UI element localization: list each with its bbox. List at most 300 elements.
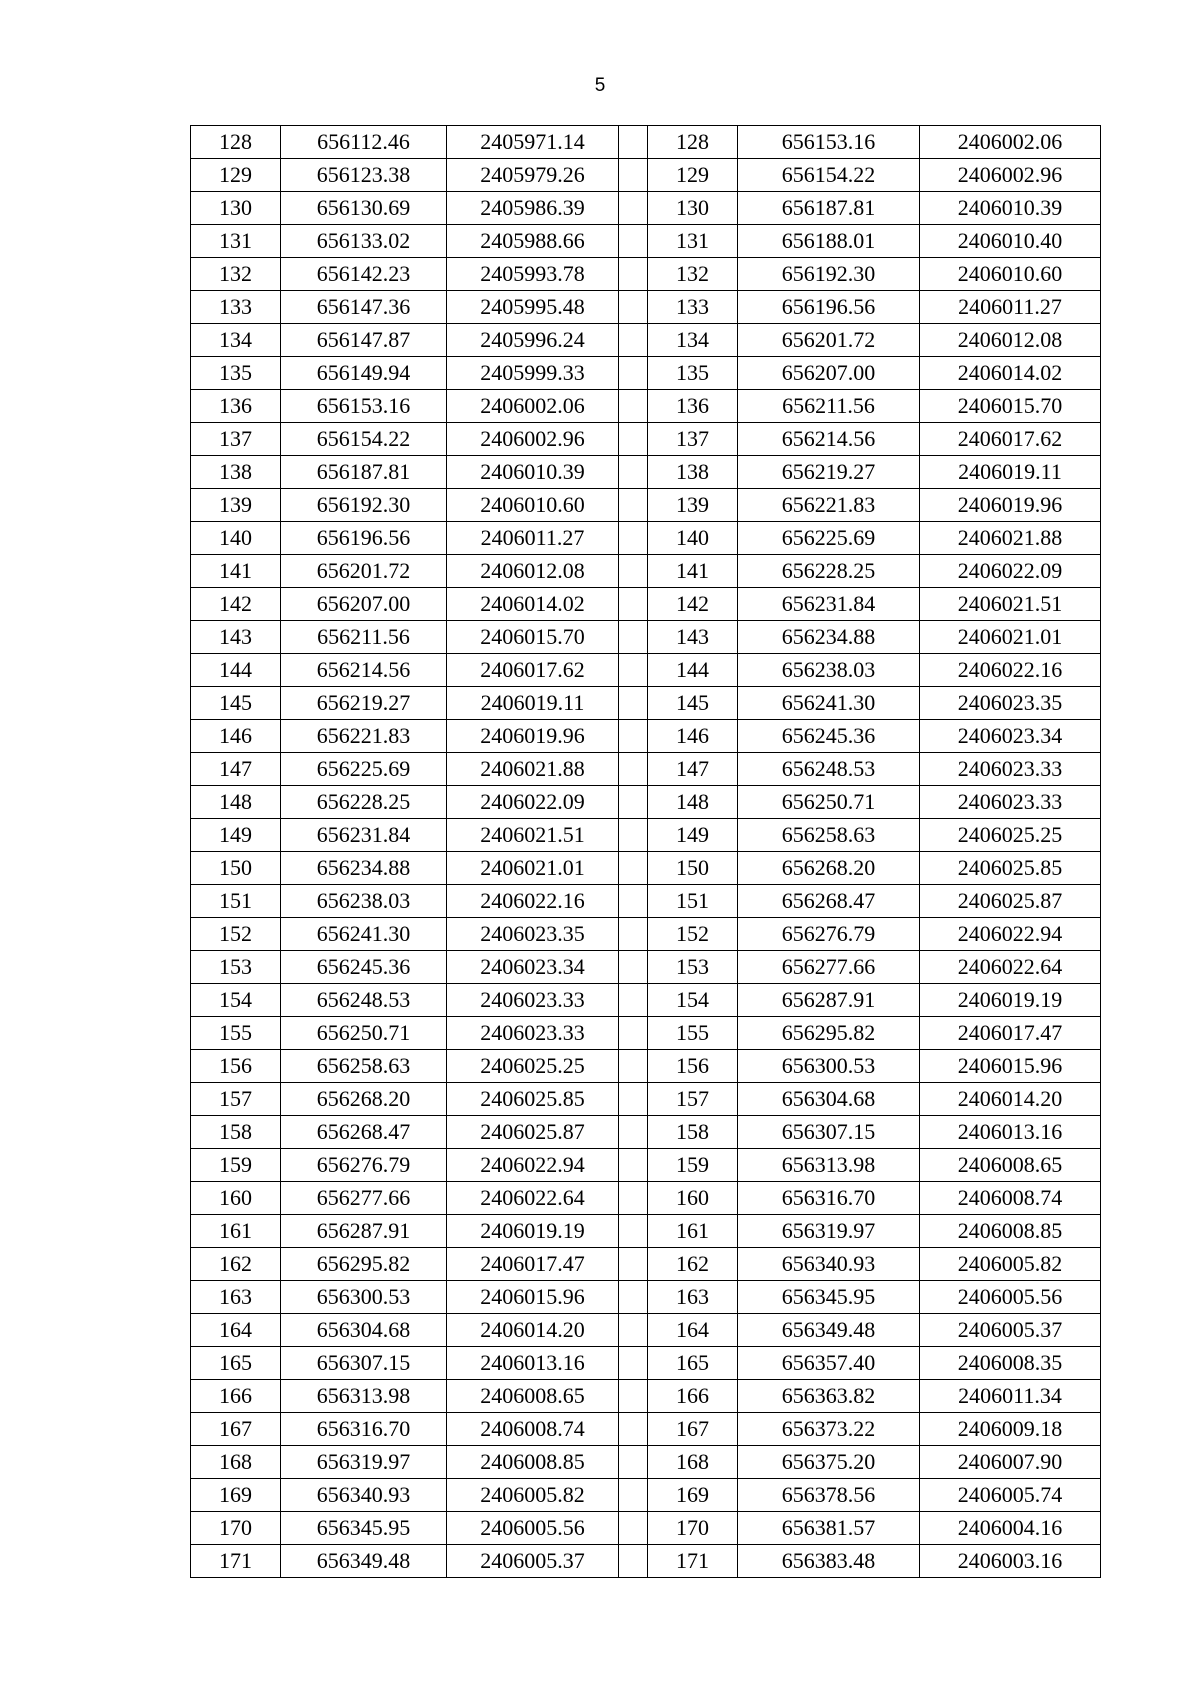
left-x-coordinate-cell: 656153.16: [281, 390, 447, 423]
table-row: [191, 456, 1101, 489]
separator-cell: [619, 885, 648, 918]
right-y-coordinate-cell: 2406025.85: [920, 852, 1101, 885]
left-y-coordinate-cell: 2406014.02: [447, 588, 619, 621]
right-x-coordinate-cell: 656214.56: [738, 423, 920, 456]
right-y-coordinate-cell: 2406017.47: [920, 1017, 1101, 1050]
right-x-coordinate-cell: 656207.00: [738, 357, 920, 390]
right-y-coordinate-cell: 2406025.87: [920, 885, 1101, 918]
right-x-coordinate-cell: 656201.72: [738, 324, 920, 357]
left-point-number-cell: 131: [191, 225, 281, 258]
table-row: [191, 390, 1101, 423]
right-point-number-cell: 142: [648, 588, 738, 621]
left-point-number-cell: 136: [191, 390, 281, 423]
left-x-coordinate-cell: 656258.63: [281, 1050, 447, 1083]
left-x-coordinate-cell: 656228.25: [281, 786, 447, 819]
right-point-number-cell: 136: [648, 390, 738, 423]
left-x-coordinate-cell: 656234.88: [281, 852, 447, 885]
left-x-coordinate-cell: 656130.69: [281, 192, 447, 225]
separator-cell: [619, 1512, 648, 1545]
table-row: [191, 720, 1101, 753]
left-point-number-cell: 162: [191, 1248, 281, 1281]
right-x-coordinate-cell: 656153.16: [738, 126, 920, 159]
right-x-coordinate-cell: 656319.97: [738, 1215, 920, 1248]
separator-cell: [619, 1083, 648, 1116]
table-row: [191, 258, 1101, 291]
left-x-coordinate-cell: 656277.66: [281, 1182, 447, 1215]
left-y-coordinate-cell: 2406023.33: [447, 1017, 619, 1050]
right-point-number-cell: 155: [648, 1017, 738, 1050]
right-y-coordinate-cell: 2406008.65: [920, 1149, 1101, 1182]
left-y-coordinate-cell: 2406019.11: [447, 687, 619, 720]
right-point-number-cell: 138: [648, 456, 738, 489]
right-x-coordinate-cell: 656381.57: [738, 1512, 920, 1545]
left-y-coordinate-cell: 2406022.64: [447, 1182, 619, 1215]
right-y-coordinate-cell: 2406022.64: [920, 951, 1101, 984]
left-point-number-cell: 142: [191, 588, 281, 621]
left-y-coordinate-cell: 2406008.74: [447, 1413, 619, 1446]
separator-cell: [619, 225, 648, 258]
right-y-coordinate-cell: 2406003.16: [920, 1545, 1101, 1578]
table-row: [191, 1479, 1101, 1512]
left-y-coordinate-cell: 2406015.70: [447, 621, 619, 654]
left-y-coordinate-cell: 2405996.24: [447, 324, 619, 357]
separator-cell: [619, 720, 648, 753]
right-y-coordinate-cell: 2406013.16: [920, 1116, 1101, 1149]
separator-cell: [619, 357, 648, 390]
left-point-number-cell: 163: [191, 1281, 281, 1314]
right-y-coordinate-cell: 2406005.82: [920, 1248, 1101, 1281]
right-point-number-cell: 147: [648, 753, 738, 786]
left-y-coordinate-cell: 2406005.56: [447, 1512, 619, 1545]
right-y-coordinate-cell: 2406005.37: [920, 1314, 1101, 1347]
right-x-coordinate-cell: 656154.22: [738, 159, 920, 192]
left-point-number-cell: 150: [191, 852, 281, 885]
separator-cell: [619, 786, 648, 819]
right-y-coordinate-cell: 2406002.96: [920, 159, 1101, 192]
left-y-coordinate-cell: 2406013.16: [447, 1347, 619, 1380]
right-x-coordinate-cell: 656228.25: [738, 555, 920, 588]
left-y-coordinate-cell: 2406022.94: [447, 1149, 619, 1182]
left-y-coordinate-cell: 2406019.96: [447, 720, 619, 753]
right-y-coordinate-cell: 2406023.33: [920, 786, 1101, 819]
separator-cell: [619, 555, 648, 588]
right-x-coordinate-cell: 656295.82: [738, 1017, 920, 1050]
table-row: [191, 1413, 1101, 1446]
left-point-number-cell: 169: [191, 1479, 281, 1512]
left-point-number-cell: 145: [191, 687, 281, 720]
left-point-number-cell: 152: [191, 918, 281, 951]
table-row: [191, 126, 1101, 159]
table-row: [191, 357, 1101, 390]
right-x-coordinate-cell: 656276.79: [738, 918, 920, 951]
right-point-number-cell: 165: [648, 1347, 738, 1380]
separator-cell: [619, 126, 648, 159]
right-point-number-cell: 149: [648, 819, 738, 852]
right-point-number-cell: 168: [648, 1446, 738, 1479]
right-x-coordinate-cell: 656188.01: [738, 225, 920, 258]
right-x-coordinate-cell: 656258.63: [738, 819, 920, 852]
left-y-coordinate-cell: 2406025.87: [447, 1116, 619, 1149]
left-x-coordinate-cell: 656211.56: [281, 621, 447, 654]
left-point-number-cell: 170: [191, 1512, 281, 1545]
separator-cell: [619, 1380, 648, 1413]
left-x-coordinate-cell: 656147.87: [281, 324, 447, 357]
right-point-number-cell: 167: [648, 1413, 738, 1446]
left-point-number-cell: 141: [191, 555, 281, 588]
left-point-number-cell: 147: [191, 753, 281, 786]
left-y-coordinate-cell: 2406008.85: [447, 1446, 619, 1479]
left-point-number-cell: 129: [191, 159, 281, 192]
right-y-coordinate-cell: 2406008.35: [920, 1347, 1101, 1380]
left-x-coordinate-cell: 656225.69: [281, 753, 447, 786]
right-y-coordinate-cell: 2406012.08: [920, 324, 1101, 357]
right-point-number-cell: 148: [648, 786, 738, 819]
left-y-coordinate-cell: 2405979.26: [447, 159, 619, 192]
separator-cell: [619, 423, 648, 456]
left-point-number-cell: 128: [191, 126, 281, 159]
left-x-coordinate-cell: 656207.00: [281, 588, 447, 621]
table-row: [191, 1314, 1101, 1347]
table-row: [191, 753, 1101, 786]
left-y-coordinate-cell: 2406010.60: [447, 489, 619, 522]
right-y-coordinate-cell: 2406025.25: [920, 819, 1101, 852]
left-point-number-cell: 158: [191, 1116, 281, 1149]
left-y-coordinate-cell: 2406012.08: [447, 555, 619, 588]
table-row: [191, 885, 1101, 918]
right-y-coordinate-cell: 2406021.51: [920, 588, 1101, 621]
left-y-coordinate-cell: 2406023.34: [447, 951, 619, 984]
left-x-coordinate-cell: 656154.22: [281, 423, 447, 456]
left-x-coordinate-cell: 656147.36: [281, 291, 447, 324]
right-point-number-cell: 143: [648, 621, 738, 654]
left-x-coordinate-cell: 656219.27: [281, 687, 447, 720]
table-row: [191, 984, 1101, 1017]
left-x-coordinate-cell: 656250.71: [281, 1017, 447, 1050]
table-row: [191, 522, 1101, 555]
left-point-number-cell: 157: [191, 1083, 281, 1116]
left-point-number-cell: 153: [191, 951, 281, 984]
left-point-number-cell: 154: [191, 984, 281, 1017]
left-y-coordinate-cell: 2406008.65: [447, 1380, 619, 1413]
left-x-coordinate-cell: 656196.56: [281, 522, 447, 555]
right-y-coordinate-cell: 2406017.62: [920, 423, 1101, 456]
separator-cell: [619, 1479, 648, 1512]
right-point-number-cell: 160: [648, 1182, 738, 1215]
right-y-coordinate-cell: 2406010.39: [920, 192, 1101, 225]
table-row: [191, 687, 1101, 720]
table-row: [191, 1182, 1101, 1215]
left-point-number-cell: 144: [191, 654, 281, 687]
separator-cell: [619, 192, 648, 225]
left-y-coordinate-cell: 2406021.51: [447, 819, 619, 852]
left-y-coordinate-cell: 2406010.39: [447, 456, 619, 489]
left-x-coordinate-cell: 656268.47: [281, 1116, 447, 1149]
separator-cell: [619, 1116, 648, 1149]
left-y-coordinate-cell: 2406022.16: [447, 885, 619, 918]
right-x-coordinate-cell: 656245.36: [738, 720, 920, 753]
right-x-coordinate-cell: 656268.20: [738, 852, 920, 885]
table-row: [191, 588, 1101, 621]
left-point-number-cell: 160: [191, 1182, 281, 1215]
right-y-coordinate-cell: 2406011.27: [920, 291, 1101, 324]
right-y-coordinate-cell: 2406008.74: [920, 1182, 1101, 1215]
left-x-coordinate-cell: 656345.95: [281, 1512, 447, 1545]
left-point-number-cell: 137: [191, 423, 281, 456]
right-point-number-cell: 133: [648, 291, 738, 324]
left-x-coordinate-cell: 656307.15: [281, 1347, 447, 1380]
right-x-coordinate-cell: 656316.70: [738, 1182, 920, 1215]
right-y-coordinate-cell: 2406014.02: [920, 357, 1101, 390]
right-point-number-cell: 141: [648, 555, 738, 588]
table-row: [191, 423, 1101, 456]
right-x-coordinate-cell: 656248.53: [738, 753, 920, 786]
table-row: [191, 1050, 1101, 1083]
left-x-coordinate-cell: 656123.38: [281, 159, 447, 192]
separator-cell: [619, 456, 648, 489]
right-point-number-cell: 152: [648, 918, 738, 951]
table-row: [191, 1116, 1101, 1149]
separator-cell: [619, 1413, 648, 1446]
left-point-number-cell: 139: [191, 489, 281, 522]
left-x-coordinate-cell: 656149.94: [281, 357, 447, 390]
table-row: [191, 1248, 1101, 1281]
left-point-number-cell: 165: [191, 1347, 281, 1380]
separator-cell: [619, 159, 648, 192]
left-x-coordinate-cell: 656221.83: [281, 720, 447, 753]
left-y-coordinate-cell: 2406017.62: [447, 654, 619, 687]
table-row: [191, 324, 1101, 357]
left-y-coordinate-cell: 2405999.33: [447, 357, 619, 390]
separator-cell: [619, 1248, 648, 1281]
left-y-coordinate-cell: 2406023.35: [447, 918, 619, 951]
right-point-number-cell: 153: [648, 951, 738, 984]
separator-cell: [619, 621, 648, 654]
left-point-number-cell: 161: [191, 1215, 281, 1248]
separator-cell: [619, 291, 648, 324]
right-y-coordinate-cell: 2406022.16: [920, 654, 1101, 687]
left-y-coordinate-cell: 2406021.01: [447, 852, 619, 885]
right-point-number-cell: 135: [648, 357, 738, 390]
left-y-coordinate-cell: 2406005.37: [447, 1545, 619, 1578]
left-point-number-cell: 149: [191, 819, 281, 852]
right-y-coordinate-cell: 2406019.19: [920, 984, 1101, 1017]
separator-cell: [619, 687, 648, 720]
table-row: [191, 555, 1101, 588]
left-y-coordinate-cell: 2406015.96: [447, 1281, 619, 1314]
right-x-coordinate-cell: 656287.91: [738, 984, 920, 1017]
table-row: [191, 918, 1101, 951]
table-row: [191, 1083, 1101, 1116]
table-row: [191, 1149, 1101, 1182]
right-y-coordinate-cell: 2406023.33: [920, 753, 1101, 786]
separator-cell: [619, 1347, 648, 1380]
table-row: [191, 1215, 1101, 1248]
right-y-coordinate-cell: 2406021.88: [920, 522, 1101, 555]
left-point-number-cell: 156: [191, 1050, 281, 1083]
right-y-coordinate-cell: 2406014.20: [920, 1083, 1101, 1116]
table-row: [191, 951, 1101, 984]
left-point-number-cell: 171: [191, 1545, 281, 1578]
right-x-coordinate-cell: 656219.27: [738, 456, 920, 489]
separator-cell: [619, 753, 648, 786]
left-y-coordinate-cell: 2406014.20: [447, 1314, 619, 1347]
right-point-number-cell: 134: [648, 324, 738, 357]
left-x-coordinate-cell: 656214.56: [281, 654, 447, 687]
right-y-coordinate-cell: 2406010.40: [920, 225, 1101, 258]
separator-cell: [619, 258, 648, 291]
left-x-coordinate-cell: 656201.72: [281, 555, 447, 588]
right-y-coordinate-cell: 2406019.96: [920, 489, 1101, 522]
right-x-coordinate-cell: 656250.71: [738, 786, 920, 819]
left-y-coordinate-cell: 2406025.25: [447, 1050, 619, 1083]
table-row: [191, 621, 1101, 654]
right-point-number-cell: 132: [648, 258, 738, 291]
right-point-number-cell: 157: [648, 1083, 738, 1116]
table-row: [191, 1380, 1101, 1413]
table-row: [191, 1545, 1101, 1578]
right-y-coordinate-cell: 2406023.35: [920, 687, 1101, 720]
left-x-coordinate-cell: 656300.53: [281, 1281, 447, 1314]
separator-cell: [619, 1149, 648, 1182]
left-point-number-cell: 159: [191, 1149, 281, 1182]
separator-cell: [619, 654, 648, 687]
left-y-coordinate-cell: 2406023.33: [447, 984, 619, 1017]
left-x-coordinate-cell: 656340.93: [281, 1479, 447, 1512]
left-x-coordinate-cell: 656276.79: [281, 1149, 447, 1182]
separator-cell: [619, 489, 648, 522]
left-y-coordinate-cell: 2406025.85: [447, 1083, 619, 1116]
right-y-coordinate-cell: 2406008.85: [920, 1215, 1101, 1248]
right-point-number-cell: 137: [648, 423, 738, 456]
right-y-coordinate-cell: 2406007.90: [920, 1446, 1101, 1479]
right-point-number-cell: 146: [648, 720, 738, 753]
left-x-coordinate-cell: 656295.82: [281, 1248, 447, 1281]
right-x-coordinate-cell: 656345.95: [738, 1281, 920, 1314]
right-x-coordinate-cell: 656192.30: [738, 258, 920, 291]
right-point-number-cell: 166: [648, 1380, 738, 1413]
separator-cell: [619, 1545, 648, 1578]
table-row: [191, 1017, 1101, 1050]
separator-cell: [619, 1215, 648, 1248]
left-y-coordinate-cell: 2406002.96: [447, 423, 619, 456]
right-y-coordinate-cell: 2406010.60: [920, 258, 1101, 291]
separator-cell: [619, 522, 648, 555]
left-point-number-cell: 132: [191, 258, 281, 291]
right-x-coordinate-cell: 656238.03: [738, 654, 920, 687]
left-point-number-cell: 143: [191, 621, 281, 654]
left-x-coordinate-cell: 656319.97: [281, 1446, 447, 1479]
left-x-coordinate-cell: 656313.98: [281, 1380, 447, 1413]
page-number: 5: [594, 75, 606, 96]
right-x-coordinate-cell: 656304.68: [738, 1083, 920, 1116]
right-y-coordinate-cell: 2406023.34: [920, 720, 1101, 753]
right-x-coordinate-cell: 656357.40: [738, 1347, 920, 1380]
right-point-number-cell: 140: [648, 522, 738, 555]
left-y-coordinate-cell: 2406011.27: [447, 522, 619, 555]
right-x-coordinate-cell: 656241.30: [738, 687, 920, 720]
right-x-coordinate-cell: 656349.48: [738, 1314, 920, 1347]
left-point-number-cell: 155: [191, 1017, 281, 1050]
table-row: [191, 654, 1101, 687]
table-row: [191, 291, 1101, 324]
right-y-coordinate-cell: 2406022.94: [920, 918, 1101, 951]
right-y-coordinate-cell: 2406005.74: [920, 1479, 1101, 1512]
left-point-number-cell: 146: [191, 720, 281, 753]
left-point-number-cell: 166: [191, 1380, 281, 1413]
left-x-coordinate-cell: 656238.03: [281, 885, 447, 918]
left-y-coordinate-cell: 2406005.82: [447, 1479, 619, 1512]
right-point-number-cell: 170: [648, 1512, 738, 1545]
right-x-coordinate-cell: 656196.56: [738, 291, 920, 324]
right-x-coordinate-cell: 656268.47: [738, 885, 920, 918]
table-row: [191, 192, 1101, 225]
coordinates-table: [190, 125, 1101, 1578]
right-point-number-cell: 145: [648, 687, 738, 720]
left-x-coordinate-cell: 656187.81: [281, 456, 447, 489]
left-point-number-cell: 151: [191, 885, 281, 918]
right-point-number-cell: 129: [648, 159, 738, 192]
right-x-coordinate-cell: 656383.48: [738, 1545, 920, 1578]
separator-cell: [619, 984, 648, 1017]
left-y-coordinate-cell: 2405971.14: [447, 126, 619, 159]
separator-cell: [619, 324, 648, 357]
table-row: [191, 225, 1101, 258]
separator-cell: [619, 1017, 648, 1050]
right-point-number-cell: 161: [648, 1215, 738, 1248]
left-point-number-cell: 138: [191, 456, 281, 489]
right-y-coordinate-cell: 2406019.11: [920, 456, 1101, 489]
left-x-coordinate-cell: 656112.46: [281, 126, 447, 159]
right-point-number-cell: 171: [648, 1545, 738, 1578]
right-point-number-cell: 130: [648, 192, 738, 225]
right-x-coordinate-cell: 656221.83: [738, 489, 920, 522]
left-y-coordinate-cell: 2405993.78: [447, 258, 619, 291]
table-row: [191, 159, 1101, 192]
right-point-number-cell: 150: [648, 852, 738, 885]
left-point-number-cell: 135: [191, 357, 281, 390]
separator-cell: [619, 588, 648, 621]
separator-cell: [619, 1281, 648, 1314]
left-x-coordinate-cell: 656133.02: [281, 225, 447, 258]
right-x-coordinate-cell: 656375.20: [738, 1446, 920, 1479]
left-point-number-cell: 140: [191, 522, 281, 555]
right-y-coordinate-cell: 2406015.70: [920, 390, 1101, 423]
left-point-number-cell: 167: [191, 1413, 281, 1446]
right-x-coordinate-cell: 656307.15: [738, 1116, 920, 1149]
table-row: [191, 819, 1101, 852]
right-y-coordinate-cell: 2406015.96: [920, 1050, 1101, 1083]
right-point-number-cell: 154: [648, 984, 738, 1017]
table-row: [191, 786, 1101, 819]
right-x-coordinate-cell: 656313.98: [738, 1149, 920, 1182]
left-x-coordinate-cell: 656245.36: [281, 951, 447, 984]
right-point-number-cell: 128: [648, 126, 738, 159]
left-y-coordinate-cell: 2405988.66: [447, 225, 619, 258]
left-point-number-cell: 134: [191, 324, 281, 357]
separator-cell: [619, 1182, 648, 1215]
right-y-coordinate-cell: 2406009.18: [920, 1413, 1101, 1446]
left-x-coordinate-cell: 656248.53: [281, 984, 447, 1017]
right-x-coordinate-cell: 656300.53: [738, 1050, 920, 1083]
right-x-coordinate-cell: 656340.93: [738, 1248, 920, 1281]
left-y-coordinate-cell: 2406021.88: [447, 753, 619, 786]
separator-cell: [619, 1446, 648, 1479]
right-y-coordinate-cell: 2406022.09: [920, 555, 1101, 588]
right-point-number-cell: 131: [648, 225, 738, 258]
right-point-number-cell: 163: [648, 1281, 738, 1314]
right-y-coordinate-cell: 2406002.06: [920, 126, 1101, 159]
table-row: [191, 1347, 1101, 1380]
